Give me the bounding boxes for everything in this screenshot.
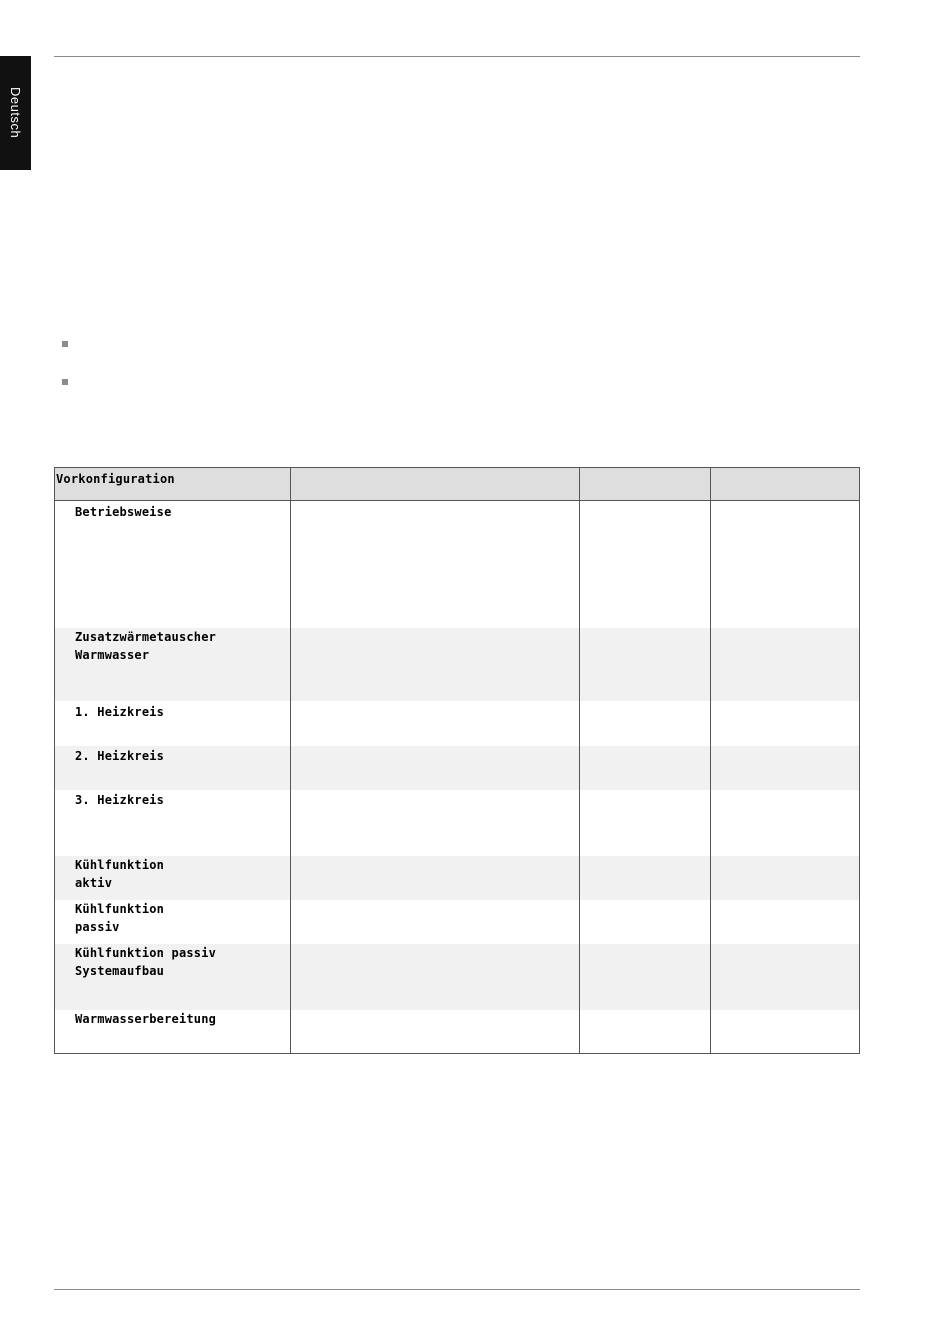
table-header-row [55,468,859,501]
row-label-zusatzwaermetauscher: Zusatzwärmetauscher Warmwasser [75,630,217,662]
row-label-kuehlfunktion-systemaufbau: Kühlfunktion passiv Systemaufbau [75,946,217,978]
table-row [55,1010,859,1053]
configuration-table [54,467,860,1054]
column-divider [290,468,291,1053]
column-divider [579,468,580,1053]
language-tab[interactable] [0,56,31,170]
language-tab-label: Deutsch [8,87,23,139]
row-label-kuehlfunktion-passiv: Kühlfunktion passiv [75,902,165,934]
row-label-kuehlfunktion-aktiv: Kühlfunktion aktiv [75,858,165,890]
table-row [55,501,859,628]
table-row [55,856,859,900]
column-divider [710,468,711,1053]
bullet-marker [62,379,68,385]
table-row [55,944,859,1010]
row-label-heizkreis-2: 2. Heizkreis [75,749,165,763]
table-row [55,746,859,790]
table-row [55,900,859,944]
table-header-vorkonfiguration: Vorkonfiguration [56,472,175,486]
bullet-marker [62,341,68,347]
row-label-betriebsweise: Betriebsweise [75,505,172,519]
footer-rule [54,1289,860,1290]
table-row [55,701,859,746]
row-label-heizkreis-1: 1. Heizkreis [75,705,165,719]
row-label-heizkreis-3: 3. Heizkreis [75,793,165,807]
header-rule [54,56,860,57]
row-label-warmwasserbereitung: Warmwasserbereitung [75,1012,217,1026]
table-row [55,790,859,856]
table-row [55,628,859,701]
